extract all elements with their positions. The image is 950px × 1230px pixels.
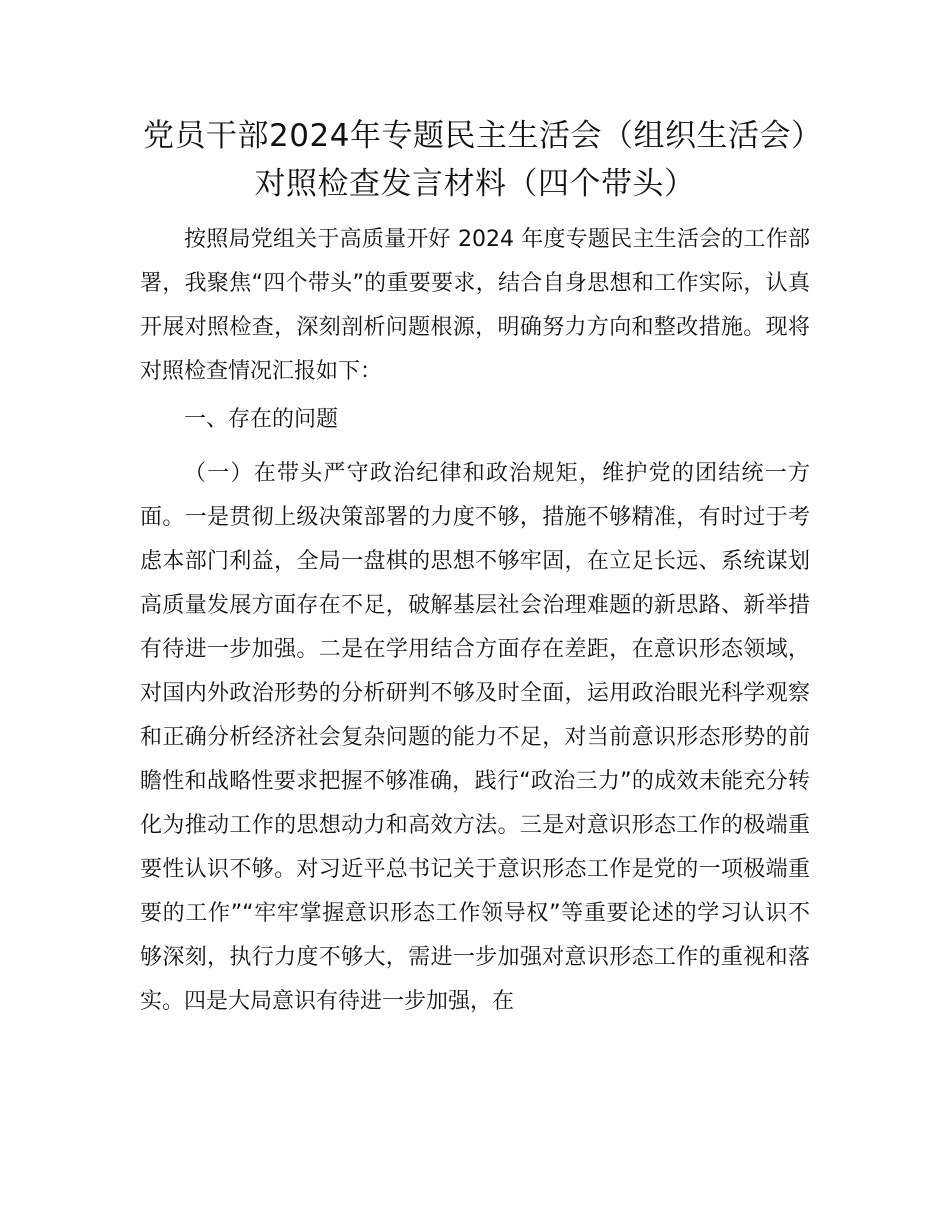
document-title: 党员干部2024年专题民主生活会（组织生活会）对照检查发言材料（四个带头） xyxy=(143,118,807,202)
body-paragraph: （一）在带头严守政治纪律和政治规矩，维护党的团结统一方面。一是贯彻上级决策部署的力度不够，措施不够精准，有时过于考虑本部门利益，全局一盘棋的思想不够牢固，在立足长远、系统谋划高质量发展方面存在不足，破解基层社会治理难题的新思路、新举措有待进一步加强。二是在学用结合方面存在差距，在意识形态领域，对国内外政治形势的分析研判不够及时全面，运用政治眼光科学观察和正确分析经济社会复杂问题的能力不足，对当前意识形态形势的前瞻性和战略性要求把握不够准确，践行“政治三力”的成效未能充分转化为推动工作的思想动力和高效方法。三是对意识形态工作的极端重要性认识不够。对习近平总书记关于意识形态工作是党的一项极端重要的工作”“牢牢掌握意识形态工作领导权”等重要论述的学习认识不够深刻，执行力度不够大，需进一步加强对意识形态工作的重视和落实。四是大局意识有待进一步加强，在 xyxy=(140,461,810,1014)
section-heading: 一、存在的问题 xyxy=(184,407,339,432)
intro-paragraph: 按照局党组关于高质量开好 2024 年度专题民主生活会的工作部署，我聚焦“四个带头”的重要要求，结合自身思想和工作实际，认真开展对照检查，深刻剖析问题根源，明确努力方向和整改措施。现将对照检查情况汇报如下： xyxy=(140,227,810,384)
